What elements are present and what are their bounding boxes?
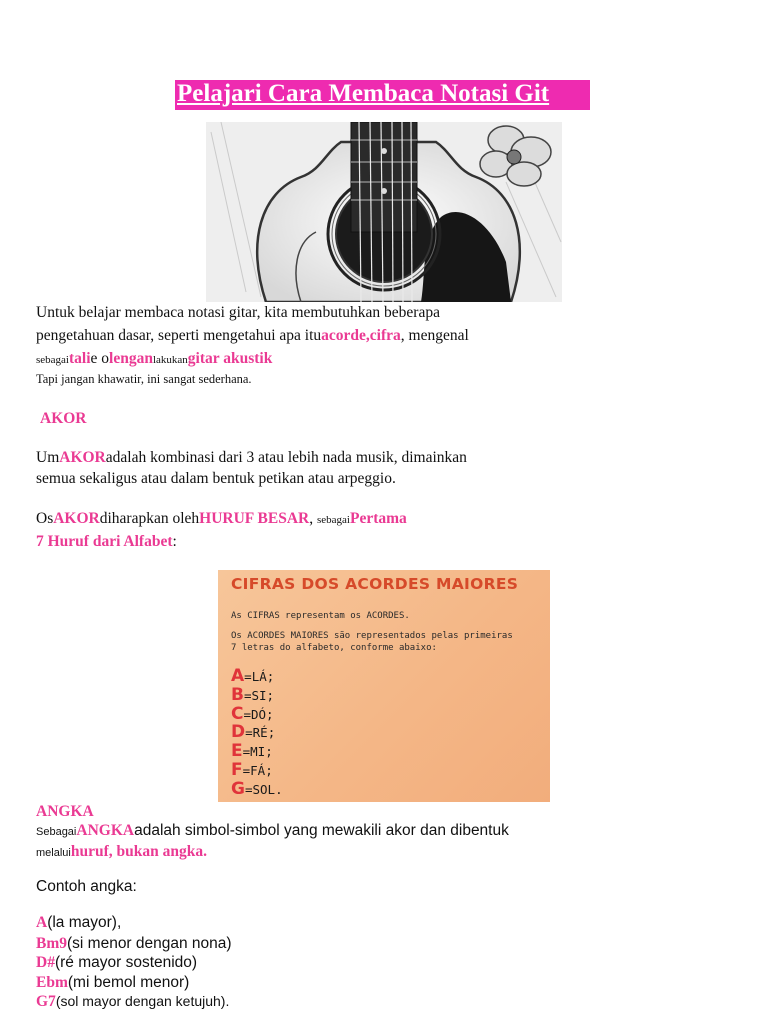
- chord-row: [231, 722, 275, 742]
- chord-row: [231, 779, 283, 799]
- example-desc: (la mayor),: [47, 914, 122, 931]
- highlight-term: AKOR: [59, 449, 106, 466]
- chord-letter: F: [231, 760, 243, 780]
- highlight-term: acorde,cifra: [321, 327, 401, 344]
- intro-line-4: [36, 372, 252, 387]
- chord-letter: A: [231, 666, 245, 686]
- chord-letter: G: [231, 779, 245, 799]
- chord-chart-image: [218, 570, 550, 802]
- chord-letter: B: [231, 685, 244, 705]
- page-title-text: Pelajari Cara Membaca Notasi Git: [177, 80, 550, 107]
- akor-paragraph-line-2: [36, 470, 396, 488]
- section-heading-angka: ANGKA: [36, 803, 94, 820]
- chord-row: [231, 666, 274, 686]
- chart-caption: As CIFRAS representam os ACORDES.: [231, 611, 410, 621]
- chord-name: =RÉ;: [245, 725, 276, 740]
- intro-text: Untuk belajar membaca notasi gitar, kita membutuhkan beberapa: [36, 304, 440, 321]
- guitar-sketch-image: [206, 122, 562, 302]
- chord-name: =SOL.: [244, 782, 283, 797]
- example-chord: D#: [36, 954, 55, 971]
- example-chord: Ebm: [36, 974, 68, 991]
- small-text: lakukan: [152, 354, 188, 366]
- highlight-term: 7 Huruf dari Alfabet: [36, 533, 173, 550]
- intro-line-3: [36, 350, 272, 368]
- example-desc: (si menor dengan nona): [67, 935, 232, 952]
- chart-caption: Os ACORDES MAIORES são representados pelas primeiras: [231, 631, 513, 641]
- guitar-illustration: [206, 122, 562, 302]
- highlight-term: AKOR: [53, 510, 100, 527]
- highlight-term: lengan: [109, 350, 153, 367]
- chord-letter: E: [231, 741, 243, 761]
- example-desc: (ré mayor sostenido): [54, 954, 198, 971]
- angka-paragraph-line-2: [36, 843, 207, 861]
- body-text: semua sekaligus atau dalam bentuk petikan atau arpeggio.: [36, 470, 396, 487]
- small-text: melalui: [36, 847, 71, 859]
- example-item: [36, 993, 229, 1011]
- chord-name: =SI;: [243, 688, 275, 703]
- chord-row: [231, 741, 273, 761]
- small-text: sebagai: [317, 514, 350, 526]
- body-text: adalah simbol-simbol yang mewakili akor dan dibentuk: [134, 822, 509, 839]
- body-text: :: [172, 533, 177, 550]
- body-text: Um: [36, 449, 60, 466]
- akor-paragraph-line-1: [36, 449, 467, 467]
- example-chord: G7: [36, 993, 56, 1010]
- chord-row: [231, 704, 274, 724]
- small-text: sebagai: [36, 354, 69, 366]
- chord-row: [231, 760, 273, 780]
- example-item: [36, 954, 197, 972]
- highlight-term: HURUF BESAR: [199, 510, 310, 527]
- example-item: [36, 974, 189, 992]
- intro-text: , mengenal: [400, 327, 469, 344]
- chord-name: =LÁ;: [244, 669, 275, 684]
- page-title: [175, 80, 590, 110]
- body-text: adalah kombinasi dari 3 atau lebih nada musik, dimainkan: [105, 449, 467, 466]
- akor-paragraph2-line-2: [36, 533, 177, 551]
- intro-text: Tapi jangan khawatir, ini sangat sederhana.: [36, 372, 252, 386]
- intro-text: pengetahuan dasar, seperti mengetahui apa itu: [36, 327, 322, 344]
- section-heading-akor: AKOR: [40, 410, 87, 427]
- intro-line-1: [36, 304, 440, 322]
- chord-name: =MI;: [242, 744, 273, 759]
- intro-text: e o: [90, 350, 110, 367]
- chord-letter: D: [231, 722, 246, 742]
- example-desc: (sol mayor dengan ketujuh).: [55, 993, 230, 1009]
- body-text: diharapkan oleh: [99, 510, 200, 527]
- body-text: Os: [36, 510, 54, 527]
- example-item: [36, 935, 232, 953]
- highlight-term: ANGKA: [76, 822, 135, 839]
- example-chord: Bm9: [36, 935, 67, 952]
- example-chord: A: [36, 914, 48, 931]
- chord-name: =DÓ;: [243, 707, 274, 722]
- example-desc: (mi bemol menor): [67, 974, 190, 991]
- highlight-term: tali: [68, 350, 91, 367]
- highlight-term: huruf, bukan angka.: [70, 843, 207, 860]
- chord-name: =FÁ;: [242, 763, 273, 778]
- chord-letter: C: [231, 704, 244, 724]
- examples-label: Contoh angka:: [36, 878, 137, 895]
- angka-paragraph-line-1: [36, 822, 509, 840]
- akor-paragraph2-line-1: [36, 510, 407, 528]
- intro-line-2: [36, 327, 469, 345]
- example-item: [36, 914, 121, 932]
- highlight-term: Pertama: [349, 510, 407, 527]
- chart-caption: 7 letras do alfabeto, conforme abaixo:: [231, 643, 437, 653]
- small-text: Sebagai: [36, 826, 77, 838]
- chord-row: [231, 685, 274, 705]
- chart-title: CIFRAS DOS ACORDES MAIORES: [231, 575, 519, 593]
- body-text: ,: [309, 510, 317, 527]
- highlight-term: gitar akustik: [187, 350, 273, 367]
